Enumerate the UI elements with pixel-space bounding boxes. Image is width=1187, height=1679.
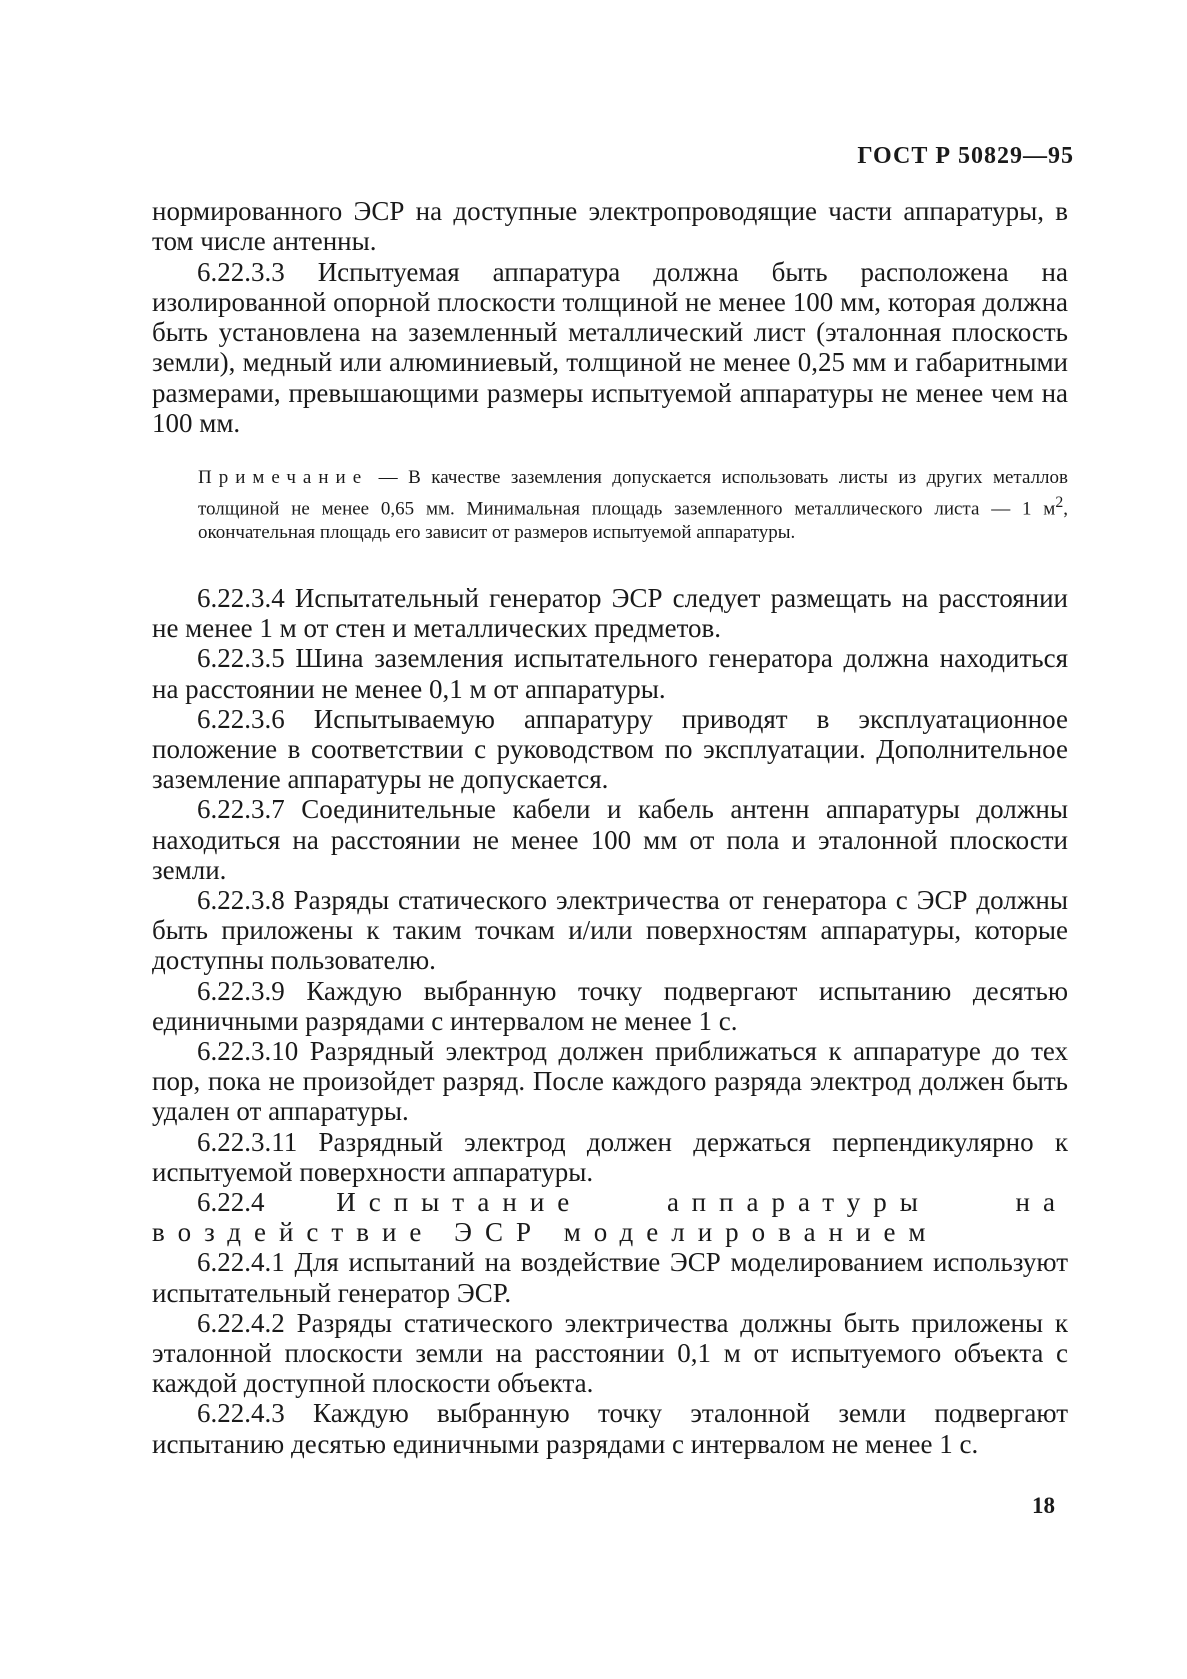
section-title: Испытание аппаратуры на воздействие ЭСР моделированием xyxy=(152,1187,1068,1248)
note-block xyxy=(198,466,1068,546)
paragraph-6-22-3-6: 6.22.3.6 Испытываемую аппаратуру приводят в эксплуатационное положение в соответствии с руководством по эксплуатации. Дополнительное заземление аппаратуры не допускается. xyxy=(152,703,1068,795)
note-superscript: 2 xyxy=(1055,493,1064,511)
paragraph-6-22-4-3: 6.22.4.3 Каждую выбранную точку эталонной земли подвергают испытанию десятью единичными разрядами с интервалом не менее 1 с. xyxy=(152,1398,1068,1459)
paragraph-6-22-3-3: 6.22.3.3 Испытуемая аппаратура должна быть расположена на изолированной опорной плоскости толщиной не менее 100 мм, которая должна быть установлена на заземленный металлический лист (эталонная плоскость земли), медный или алюминиевый, толщиной не менее 0,25 мм и габаритными размерами, превышающими размеры испытуемой аппаратуры не менее чем на 100 мм. xyxy=(152,256,1068,439)
paragraph-6-22-3-7: 6.22.3.7 Соединительные кабели и кабель антенн аппаратуры должны находиться на расстоянии не менее 100 мм от пола и эталонной плоскости земли. xyxy=(152,794,1068,885)
paragraph-6-22-3-8: 6.22.3.8 Разряды статического электричества от генератора с ЭСР должны быть приложены к таким точкам и/или поверхностям аппаратуры, которые доступны пользователю. xyxy=(152,885,1068,976)
section-heading-6-22-4 xyxy=(152,1187,1068,1247)
note-text-after: , окончательная площадь его зависит от размеров испытуемой аппаратуры. xyxy=(198,497,1068,544)
document-header: ГОСТ Р 50829—95 xyxy=(857,143,1074,169)
section-number: 6.22.4 xyxy=(197,1187,265,1218)
paragraph-6-22-3-11: 6.22.3.11 Разрядный электрод должен держаться перпендикулярно к испытуемой поверхности аппаратуры. xyxy=(152,1126,1068,1187)
paragraph-6-22-4-2: 6.22.4.2 Разряды статического электричества должны быть приложены к эталонной плоскости земли на расстоянии 0,1 м от испытуемого объекта с каждой доступной плоскости объекта. xyxy=(152,1307,1068,1399)
paragraph-6-22-3-5: 6.22.3.5 Шина заземления испытательного генератора должна находиться на расстоянии не менее 0,1 м от аппаратуры. xyxy=(152,643,1068,704)
paragraph-6-22-3-9: 6.22.3.9 Каждую выбранную точку подвергают испытанию десятью единичными разрядами с интервалом не менее 1 с. xyxy=(152,975,1068,1036)
note-text-before: — В качестве заземления допускается использовать листы из других металлов толщиной не менее 0,65 мм. Минимальная площадь заземленного металлического листа — 1 м xyxy=(198,467,1068,519)
paragraph-6-22-4-1: 6.22.4.1 Для испытаний на воздействие ЭСР моделированием используют испытательный генератор ЭСР. xyxy=(152,1247,1068,1308)
paragraph-6-22-3-10: 6.22.3.10 Разрядный электрод должен приближаться к аппаратуре до тех пор, пока не произойдет разряд. После каждого разряда электрод должен быть удален от аппаратуры. xyxy=(152,1036,1068,1127)
main-text-block xyxy=(152,583,1068,1459)
paragraph-6-22-3-4: 6.22.3.4 Испытательный генератор ЭСР следует размещать на расстоянии не менее 1 м от стен и металлических предметов. xyxy=(152,583,1068,644)
note-label: Примечание xyxy=(198,467,369,488)
paragraph-continuation: нормированного ЭСР на доступные электропроводящие части аппаратуры, в том числе антенны. xyxy=(152,196,1068,257)
top-text-block xyxy=(152,196,1068,438)
page-number: 18 xyxy=(1032,1493,1055,1518)
